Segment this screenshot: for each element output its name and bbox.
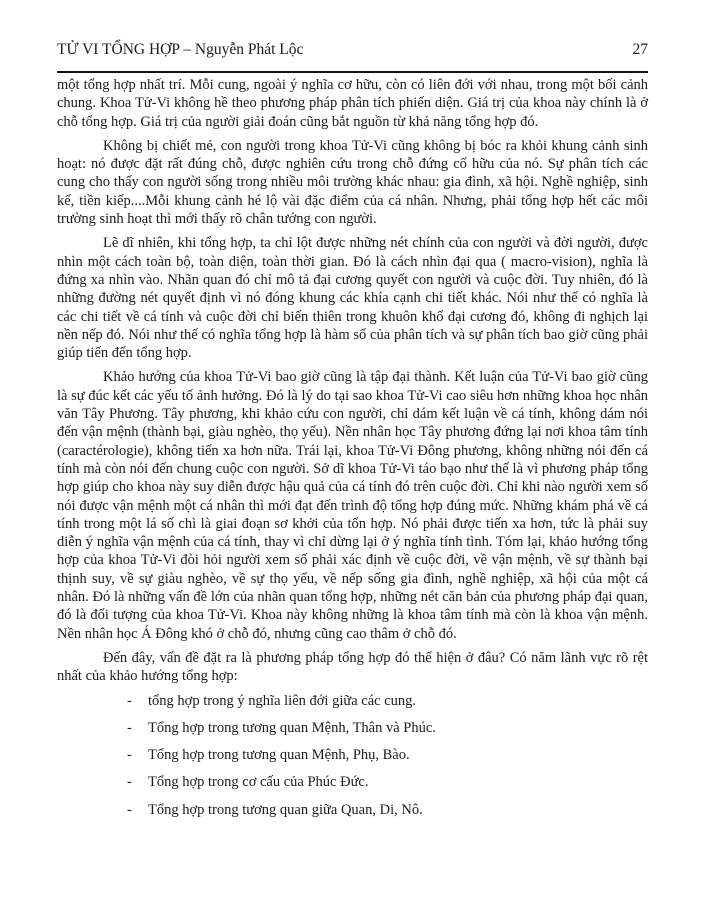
list-dash-marker: - bbox=[127, 719, 132, 736]
list-item bbox=[57, 746, 648, 764]
body-paragraph: Lẽ dĩ nhiên, khi tổng hợp, ta chỉ lột được những nét chính của con người và đời người, được nhìn một cách toàn bộ, toàn diện, toàn thời gian. Đó là cách nhìn đại qua ( macro-vision), nghĩa là đứng xa nhìn vào. Nhãn quan đó chỉ mô tả đại cương quyết con người và cuộc đời. Tuy nhiên, đó là những đường nét quyết định vì nó đóng khung các khía cạnh chi tiết khác. Nói như thế có nghĩa là các chi tiết về cá tính và cuộc đời chỉ biến thiên trong khuôn khổ đại cương đó, không đi nghịch lại nền nếp đó. Nói như thế có nghĩa tổng hợp là hàm số của phân tích và sự phân tích bao giờ cũng phải giúp tiến đến tổng hợp. bbox=[57, 235, 648, 362]
running-header bbox=[57, 40, 648, 59]
list-item bbox=[57, 692, 648, 710]
list-dash-marker: - bbox=[127, 692, 132, 709]
list-dash-marker: - bbox=[127, 747, 132, 764]
body-paragraph-continuation: một tổng hợp nhất trí. Mỗi cung, ngoài ý nghĩa cơ hữu, còn có liên đới với nhau, trong một bối cảnh chung. Khoa Tử-Vi không hề theo phương pháp phân tích phiến diện. Giá trị của khoa này chính là ở chỗ tổng hợp. Giá trị của người giải đoán cũng bắt nguồn từ khả năng tổng hợp đó. bbox=[57, 77, 648, 130]
list-item bbox=[57, 719, 648, 737]
page-body bbox=[57, 76, 648, 828]
list-item bbox=[57, 801, 648, 819]
list-item-text: Tổng hợp trong cơ cấu của Phúc Đức. bbox=[148, 774, 369, 791]
running-title: TỬ VI TỔNG HỢP – Nguyễn Phát Lộc bbox=[57, 41, 304, 58]
list-dash-marker: - bbox=[127, 801, 132, 818]
body-paragraph-list-intro: Đến đây, vấn đề đặt ra là phương pháp tổng hợp đó thể hiện ở đâu? Có năm lãnh vực rõ rệt nhất của khảo hướng tổng hợp: bbox=[57, 649, 648, 685]
header-rule bbox=[57, 71, 648, 73]
body-paragraph: Không bị chiết mẻ, con người trong khoa Tử-Vi cũng không bị bóc ra khỏi khung cảnh sinh hoạt: nó được đặt rất đúng chỗ, được nghiên cứu trong chỗ đứng cố hữu của nó. Sự phân tích các cung cho thấy con người sống trong nhiều môi trường khác nhau: gia đình, xã hội. Nghề nghiệp, sinh kế, tiền kiếp....Mỗi khung cảnh hé lộ vài đặc điểm của cá nhân. Nhưng, phải tổng hợp hết các môi trường sinh hoạt thì mới thấy rõ chân tướng con người. bbox=[57, 137, 648, 228]
list-item-text: tổng hợp trong ý nghĩa liên đới giữa các cung. bbox=[148, 692, 417, 709]
list-item bbox=[57, 773, 648, 791]
list-item-text: Tổng hợp trong tương quan Mệnh, Phụ, Bào. bbox=[148, 747, 410, 764]
page-number: 27 bbox=[632, 41, 648, 58]
list-item-text: Tổng hợp trong tương quan giữa Quan, Di, Nô. bbox=[148, 801, 423, 818]
synthesis-areas-list bbox=[57, 692, 648, 819]
list-dash-marker: - bbox=[127, 774, 132, 791]
body-paragraph: Khảo hướng của khoa Tử-Vi bao giờ cũng là tập đại thành. Kết luận của Tử-Vi bao giờ cũng là sự đúc kết các yếu tố ảnh hưởng. Đó là lý do tại sao khoa Tử-Vi cao siêu hơn những khoa học nhân văn Tây Phương. Tây phương, khi khảo cứu con người, chỉ dám kết luận về cá tính, không dám nói đến vận mệnh (thành bại, giàu nghèo, thọ yểu). Nền nhân học Tây phương đứng lại nơi khoa tâm tính (caractérologie), không tiến xa hơn nữa. Trái lại, khoa Tử-Vi Đông phương, không những nói đến cá tính mà còn nói đến chung cuộc con người. Sở dĩ khoa Tử-Vi táo bạo như thế là vì phương pháp tổng hợp giúp cho khoa này suy diễn được hậu quả của cá tính đó trên cuộc đời. Chỉ khi nào người xem số nói được vận mệnh một cá nhân thì mới đạt đến trình độ tổng hợp đúng mức. Những khám phá về cá tính trong một lá số chì là giai đoạn sơ khởi của tổn hợp. Nó phải được tiến xa hơn, tức là phải suy diễn ý nghĩa vận mệnh của cá tính, thay vì chỉ dừng lại ở ý nghĩa tính tình. Tóm lại, khảo hướng tổng hợp của khoa Tử-Vi đòi hỏi người xem số phải xác định về cuộc đời, về vận mệnh, về sự thành bại thịnh suy, về sự giàu nghèo, về sự thọ yểu, về nếp sống gia đình, nghề nghiệp, xã hội của một cá nhân. Đó là những vấn đề lớn của nhãn quan tổng hợp, những nét căn bản của phương pháp đại quan, đó là đối tượng của khoa Tử-Vi. Khoa này không những là khoa tâm tính mà còn là khoa vận mệnh. Nền nhân học Á Đông khó ở chỗ đó, nhưng cũng cao thâm ở chỗ đó. bbox=[57, 369, 648, 642]
list-item-text: Tổng hợp trong tương quan Mệnh, Thân và Phúc. bbox=[148, 719, 436, 736]
